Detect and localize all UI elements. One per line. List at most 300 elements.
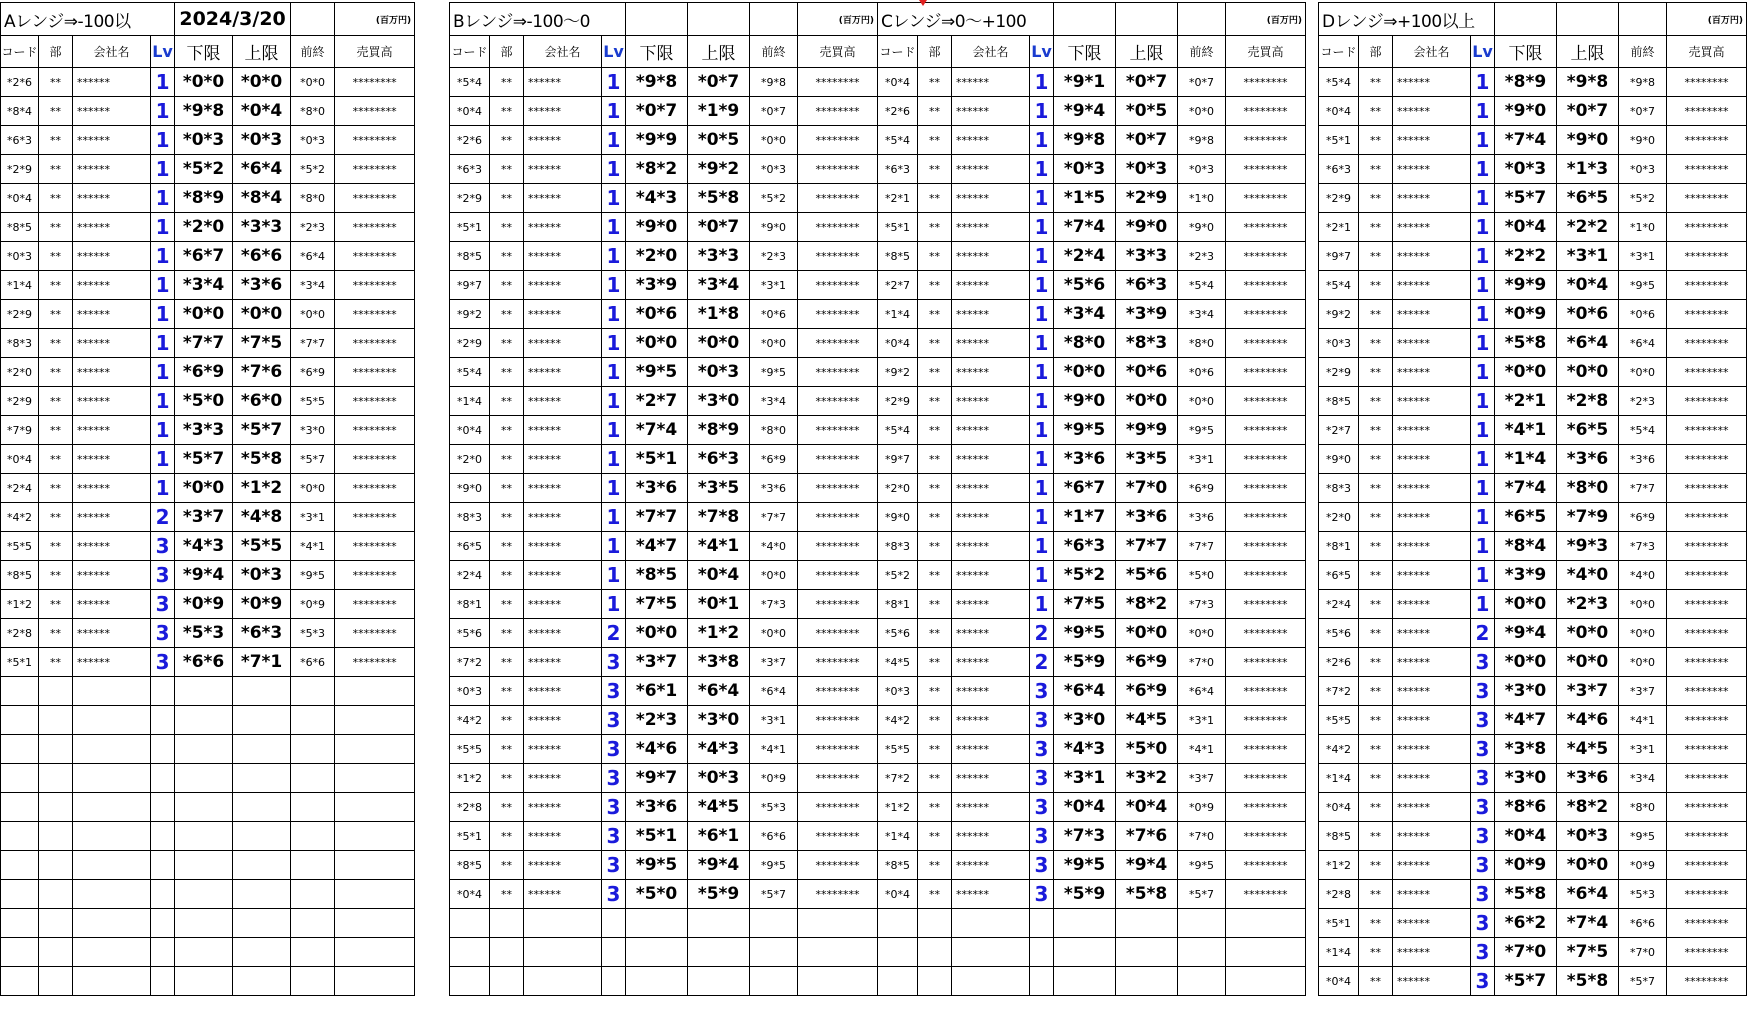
cell-code[interactable]: *4*5: [878, 648, 918, 677]
empty-cell[interactable]: [291, 967, 335, 996]
empty-cell[interactable]: [175, 822, 233, 851]
cell-high[interactable]: *0*6: [1116, 358, 1178, 387]
empty-cell[interactable]: [291, 764, 335, 793]
cell-name[interactable]: ******: [1393, 619, 1471, 648]
cell-prev[interactable]: *5*3: [291, 619, 335, 648]
cell-lv[interactable]: 1: [1030, 561, 1054, 590]
cell-low[interactable]: *9*4: [1495, 619, 1557, 648]
cell-low[interactable]: *8*2: [626, 155, 688, 184]
cell-code[interactable]: *6*3: [450, 155, 490, 184]
empty-cell[interactable]: [688, 909, 750, 938]
cell-bu[interactable]: **: [490, 387, 524, 416]
cell-high[interactable]: *0*3: [1116, 155, 1178, 184]
cell-code[interactable]: *9*2: [1319, 300, 1359, 329]
cell-code[interactable]: *0*4: [878, 880, 918, 909]
cell-low[interactable]: *3*3: [175, 416, 233, 445]
cell-prev[interactable]: *5*5: [291, 387, 335, 416]
cell-sales[interactable]: ********: [1226, 474, 1306, 503]
cell-low[interactable]: *9*0: [626, 213, 688, 242]
cell-bu[interactable]: **: [490, 590, 524, 619]
cell-prev[interactable]: *7*3: [750, 590, 798, 619]
empty-cell[interactable]: [1, 735, 39, 764]
cell-sales[interactable]: ********: [335, 619, 415, 648]
empty-cell[interactable]: [1178, 967, 1226, 996]
cell-high[interactable]: *5*8: [688, 184, 750, 213]
cell-name[interactable]: ******: [1393, 561, 1471, 590]
cell-name[interactable]: ******: [73, 358, 151, 387]
cell-code[interactable]: *2*1: [878, 184, 918, 213]
cell-low[interactable]: *1*7: [1054, 503, 1116, 532]
cell-high[interactable]: *7*9: [1557, 503, 1619, 532]
cell-low[interactable]: *3*4: [175, 271, 233, 300]
empty-cell[interactable]: [151, 938, 175, 967]
cell-prev[interactable]: *9*8: [1619, 68, 1667, 97]
cell-high[interactable]: *0*4: [1116, 793, 1178, 822]
cell-bu[interactable]: **: [39, 213, 73, 242]
cell-sales[interactable]: ********: [798, 880, 878, 909]
empty-cell[interactable]: [233, 967, 291, 996]
cell-bu[interactable]: **: [1359, 445, 1393, 474]
header-sales[interactable]: 売買高: [798, 36, 878, 68]
cell-bu[interactable]: **: [1359, 242, 1393, 271]
cell-bu[interactable]: **: [918, 68, 952, 97]
cell-low[interactable]: *5*7: [175, 445, 233, 474]
cell-bu[interactable]: **: [490, 213, 524, 242]
empty-cell[interactable]: [626, 938, 688, 967]
cell-prev[interactable]: *0*0: [750, 126, 798, 155]
cell-prev[interactable]: *6*9: [1178, 474, 1226, 503]
cell-bu[interactable]: **: [1359, 271, 1393, 300]
empty-cell[interactable]: [335, 851, 415, 880]
cell-code[interactable]: *1*4: [1319, 938, 1359, 967]
cell-code[interactable]: *4*2: [450, 706, 490, 735]
cell-code[interactable]: *0*4: [450, 97, 490, 126]
cell-bu[interactable]: **: [918, 677, 952, 706]
cell-lv[interactable]: 1: [602, 590, 626, 619]
cell-high[interactable]: *4*6: [1557, 706, 1619, 735]
cell-lv[interactable]: 3: [1030, 822, 1054, 851]
empty-cell[interactable]: [952, 938, 1030, 967]
cell-lv[interactable]: 1: [602, 474, 626, 503]
cell-low[interactable]: *3*0: [1495, 677, 1557, 706]
empty-cell[interactable]: [39, 909, 73, 938]
cell-high[interactable]: *3*6: [1557, 445, 1619, 474]
cell-bu[interactable]: **: [1359, 909, 1393, 938]
cell-name[interactable]: ******: [524, 126, 602, 155]
cell-low[interactable]: *9*8: [1054, 126, 1116, 155]
cell-name[interactable]: ******: [524, 619, 602, 648]
cell-low[interactable]: *0*4: [1495, 822, 1557, 851]
cell-code[interactable]: *5*4: [450, 358, 490, 387]
cell-code[interactable]: *9*7: [878, 445, 918, 474]
cell-high[interactable]: *9*8: [1557, 68, 1619, 97]
cell-high[interactable]: *0*3: [233, 561, 291, 590]
cell-lv[interactable]: 1: [1471, 126, 1495, 155]
cell-bu[interactable]: **: [490, 851, 524, 880]
cell-low[interactable]: *3*0: [1054, 706, 1116, 735]
cell-lv[interactable]: 3: [151, 619, 175, 648]
cell-name[interactable]: ******: [1393, 300, 1471, 329]
cell-sales[interactable]: ********: [1226, 706, 1306, 735]
cell-name[interactable]: ******: [524, 155, 602, 184]
cell-low[interactable]: *7*5: [1054, 590, 1116, 619]
cell-sales[interactable]: ********: [798, 155, 878, 184]
cell-prev[interactable]: *3*1: [1178, 445, 1226, 474]
cell-prev[interactable]: *9*5: [1619, 822, 1667, 851]
empty-cell[interactable]: [39, 735, 73, 764]
cell-bu[interactable]: **: [918, 387, 952, 416]
empty-cell[interactable]: [175, 880, 233, 909]
cell-sales[interactable]: ********: [798, 271, 878, 300]
empty-cell[interactable]: [233, 793, 291, 822]
empty-cell[interactable]: [151, 822, 175, 851]
cell-sales[interactable]: ********: [798, 184, 878, 213]
cell-lv[interactable]: 1: [1471, 155, 1495, 184]
cell-bu[interactable]: **: [490, 822, 524, 851]
cell-bu[interactable]: **: [490, 416, 524, 445]
cell-sales[interactable]: ********: [798, 445, 878, 474]
cell-lv[interactable]: 3: [1471, 648, 1495, 677]
cell-name[interactable]: ******: [952, 532, 1030, 561]
cell-name[interactable]: ******: [73, 416, 151, 445]
cell-code[interactable]: *1*4: [878, 822, 918, 851]
cell-code[interactable]: *5*2: [878, 561, 918, 590]
cell-high[interactable]: *5*5: [233, 532, 291, 561]
cell-sales[interactable]: ********: [1667, 126, 1747, 155]
cell-name[interactable]: ******: [1393, 97, 1471, 126]
cell-low[interactable]: *5*2: [1054, 561, 1116, 590]
cell-code[interactable]: *5*6: [1319, 619, 1359, 648]
empty-cell[interactable]: [1, 851, 39, 880]
cell-lv[interactable]: 1: [1471, 358, 1495, 387]
empty-cell[interactable]: [490, 938, 524, 967]
cell-prev[interactable]: *9*0: [1178, 213, 1226, 242]
cell-sales[interactable]: ********: [798, 619, 878, 648]
header-high[interactable]: 上限: [233, 36, 291, 68]
cell-high[interactable]: *0*0: [233, 68, 291, 97]
cell-prev[interactable]: *2*3: [1619, 387, 1667, 416]
empty-cell[interactable]: [175, 851, 233, 880]
cell-sales[interactable]: ********: [1667, 300, 1747, 329]
cell-low[interactable]: *4*3: [175, 532, 233, 561]
cell-bu[interactable]: **: [1359, 880, 1393, 909]
cell-bu[interactable]: **: [39, 271, 73, 300]
cell-prev[interactable]: *0*3: [291, 126, 335, 155]
cell-name[interactable]: ******: [73, 445, 151, 474]
cell-code[interactable]: *8*3: [1, 329, 39, 358]
empty-cell[interactable]: [1, 793, 39, 822]
cell-name[interactable]: ******: [73, 213, 151, 242]
cell-high[interactable]: *7*6: [233, 358, 291, 387]
cell-lv[interactable]: 1: [602, 300, 626, 329]
cell-sales[interactable]: ********: [335, 155, 415, 184]
empty-cell[interactable]: [1054, 967, 1116, 996]
cell-prev[interactable]: *3*1: [750, 706, 798, 735]
empty-cell[interactable]: [798, 909, 878, 938]
cell-bu[interactable]: **: [918, 880, 952, 909]
cell-sales[interactable]: ********: [1667, 706, 1747, 735]
cell-lv[interactable]: 1: [151, 416, 175, 445]
cell-sales[interactable]: ********: [798, 213, 878, 242]
cell-lv[interactable]: 1: [1471, 532, 1495, 561]
unit-label[interactable]: (百万円): [1226, 3, 1306, 36]
cell-sales[interactable]: ********: [1226, 735, 1306, 764]
cell-bu[interactable]: **: [918, 590, 952, 619]
cell-bu[interactable]: **: [918, 184, 952, 213]
cell-lv[interactable]: 1: [151, 126, 175, 155]
cell-high[interactable]: *0*7: [688, 68, 750, 97]
empty-cell[interactable]: [878, 938, 918, 967]
cell-bu[interactable]: **: [39, 590, 73, 619]
cell-lv[interactable]: 3: [602, 735, 626, 764]
cell-sales[interactable]: ********: [1226, 561, 1306, 590]
cell-prev[interactable]: *2*3: [750, 242, 798, 271]
unit-label[interactable]: (百万円): [798, 3, 878, 36]
cell-lv[interactable]: 1: [1030, 300, 1054, 329]
cell-low[interactable]: *6*9: [175, 358, 233, 387]
cell-sales[interactable]: ********: [1226, 242, 1306, 271]
empty-cell[interactable]: [490, 967, 524, 996]
cell-lv[interactable]: 1: [151, 445, 175, 474]
cell-lv[interactable]: 1: [1030, 416, 1054, 445]
cell-bu[interactable]: **: [918, 445, 952, 474]
cell-high[interactable]: *0*1: [688, 590, 750, 619]
cell-sales[interactable]: ********: [1667, 793, 1747, 822]
cell-prev[interactable]: *7*3: [1178, 590, 1226, 619]
cell-name[interactable]: ******: [73, 271, 151, 300]
cell-sales[interactable]: ********: [798, 851, 878, 880]
cell-low[interactable]: *0*0: [626, 329, 688, 358]
cell-lv[interactable]: 3: [1030, 880, 1054, 909]
cell-prev[interactable]: *6*6: [750, 822, 798, 851]
header-sales[interactable]: 売買高: [1667, 36, 1747, 68]
cell-code[interactable]: *2*4: [1, 474, 39, 503]
cell-sales[interactable]: ********: [335, 97, 415, 126]
cell-lv[interactable]: 1: [1030, 358, 1054, 387]
cell-code[interactable]: *5*4: [878, 416, 918, 445]
cell-sales[interactable]: ********: [1226, 387, 1306, 416]
header-prev[interactable]: 前終: [291, 36, 335, 68]
cell-high[interactable]: *9*4: [688, 851, 750, 880]
cell-prev[interactable]: *5*2: [1619, 184, 1667, 213]
cell-high[interactable]: *3*3: [688, 242, 750, 271]
cell-low[interactable]: *7*7: [175, 329, 233, 358]
cell-sales[interactable]: ********: [1667, 880, 1747, 909]
cell-low[interactable]: *7*5: [626, 590, 688, 619]
cell-lv[interactable]: 2: [602, 619, 626, 648]
empty-cell[interactable]: [233, 938, 291, 967]
empty-cell[interactable]: [73, 851, 151, 880]
cell-high[interactable]: *2*2: [1557, 213, 1619, 242]
cell-bu[interactable]: **: [490, 358, 524, 387]
cell-prev[interactable]: *0*9: [291, 590, 335, 619]
cell-lv[interactable]: 1: [602, 271, 626, 300]
cell-sales[interactable]: ********: [1667, 97, 1747, 126]
cell-name[interactable]: ******: [952, 271, 1030, 300]
cell-code[interactable]: *0*4: [878, 68, 918, 97]
cell-code[interactable]: *2*9: [1, 155, 39, 184]
cell-high[interactable]: *3*5: [688, 474, 750, 503]
cell-lv[interactable]: 1: [151, 271, 175, 300]
cell-low[interactable]: *0*6: [626, 300, 688, 329]
cell-low[interactable]: *7*3: [1054, 822, 1116, 851]
cell-prev[interactable]: *0*6: [1178, 358, 1226, 387]
cell-low[interactable]: *9*9: [1495, 271, 1557, 300]
unit-label[interactable]: (百万円): [1667, 3, 1747, 36]
cell-sales[interactable]: ********: [1226, 619, 1306, 648]
cell-lv[interactable]: 3: [602, 706, 626, 735]
cell-low[interactable]: *8*4: [1495, 532, 1557, 561]
cell-prev[interactable]: *0*3: [750, 155, 798, 184]
cell-code[interactable]: *1*4: [450, 387, 490, 416]
cell-prev[interactable]: *2*3: [1178, 242, 1226, 271]
cell-high[interactable]: *0*3: [1557, 822, 1619, 851]
cell-high[interactable]: *4*3: [688, 735, 750, 764]
cell-code[interactable]: *8*1: [1319, 532, 1359, 561]
cell-code[interactable]: *5*4: [450, 68, 490, 97]
empty-cell[interactable]: [335, 880, 415, 909]
header-sales[interactable]: 売買高: [1226, 36, 1306, 68]
cell-sales[interactable]: ********: [1667, 184, 1747, 213]
cell-bu[interactable]: **: [918, 155, 952, 184]
cell-high[interactable]: *7*0: [1116, 474, 1178, 503]
cell-code[interactable]: *2*6: [878, 97, 918, 126]
header-high[interactable]: 上限: [1557, 36, 1619, 68]
cell-low[interactable]: *1*4: [1495, 445, 1557, 474]
empty-cell[interactable]: [73, 764, 151, 793]
cell-prev[interactable]: *4*1: [1619, 706, 1667, 735]
cell-name[interactable]: ******: [952, 822, 1030, 851]
cell-sales[interactable]: ********: [335, 474, 415, 503]
cell-high[interactable]: *6*1: [688, 822, 750, 851]
cell-lv[interactable]: 1: [1030, 474, 1054, 503]
empty-cell[interactable]: [39, 880, 73, 909]
cell-name[interactable]: ******: [1393, 909, 1471, 938]
cell-name[interactable]: ******: [73, 619, 151, 648]
cell-code[interactable]: *5*4: [1319, 271, 1359, 300]
cell-high[interactable]: *0*5: [688, 126, 750, 155]
cell-sales[interactable]: ********: [1226, 358, 1306, 387]
cell-prev[interactable]: *3*6: [750, 474, 798, 503]
cell-high[interactable]: *6*5: [1557, 416, 1619, 445]
cell-lv[interactable]: 3: [1471, 880, 1495, 909]
cell-lv[interactable]: 3: [1471, 909, 1495, 938]
cell-lv[interactable]: 1: [1471, 300, 1495, 329]
cell-name[interactable]: ******: [952, 677, 1030, 706]
cell-lv[interactable]: 1: [602, 387, 626, 416]
cell-prev[interactable]: *3*6: [1178, 503, 1226, 532]
cell-lv[interactable]: 1: [1471, 503, 1495, 532]
cell-code[interactable]: *2*9: [878, 387, 918, 416]
cell-lv[interactable]: 3: [1471, 735, 1495, 764]
empty-cell[interactable]: [1, 967, 39, 996]
cell-lv[interactable]: 2: [1030, 648, 1054, 677]
cell-high[interactable]: *8*2: [1116, 590, 1178, 619]
cell-bu[interactable]: **: [1359, 967, 1393, 996]
cell-lv[interactable]: 1: [1471, 561, 1495, 590]
empty-cell[interactable]: [335, 938, 415, 967]
cell-lv[interactable]: 1: [1471, 590, 1495, 619]
cell-high[interactable]: *7*5: [233, 329, 291, 358]
cell-sales[interactable]: ********: [1226, 416, 1306, 445]
cell-high[interactable]: *6*9: [1116, 677, 1178, 706]
cell-prev[interactable]: *9*0: [750, 213, 798, 242]
cell-prev[interactable]: *6*9: [291, 358, 335, 387]
cell-bu[interactable]: **: [918, 329, 952, 358]
cell-lv[interactable]: 3: [1030, 735, 1054, 764]
cell-bu[interactable]: **: [39, 503, 73, 532]
cell-bu[interactable]: **: [918, 764, 952, 793]
cell-bu[interactable]: **: [490, 474, 524, 503]
cell-sales[interactable]: ********: [798, 503, 878, 532]
cell-low[interactable]: *2*2: [1495, 242, 1557, 271]
cell-lv[interactable]: 1: [151, 155, 175, 184]
cell-name[interactable]: ******: [524, 300, 602, 329]
empty-cell[interactable]: [73, 967, 151, 996]
cell-prev[interactable]: *9*5: [1178, 851, 1226, 880]
empty-cell[interactable]: [1226, 967, 1306, 996]
cell-lv[interactable]: 1: [1030, 68, 1054, 97]
cell-prev[interactable]: *8*0: [750, 416, 798, 445]
cell-high[interactable]: *0*3: [688, 764, 750, 793]
cell-lv[interactable]: 1: [1030, 155, 1054, 184]
cell-low[interactable]: *0*3: [1495, 155, 1557, 184]
empty-cell[interactable]: [750, 938, 798, 967]
cell-low[interactable]: *6*7: [1054, 474, 1116, 503]
cell-prev[interactable]: *0*0: [1178, 387, 1226, 416]
cell-high[interactable]: *4*0: [1557, 561, 1619, 590]
empty-cell[interactable]: [688, 3, 750, 36]
header-code[interactable]: コード: [450, 36, 490, 68]
cell-sales[interactable]: ********: [798, 358, 878, 387]
cell-high[interactable]: *9*4: [1116, 851, 1178, 880]
cell-prev[interactable]: *9*0: [1619, 126, 1667, 155]
cell-high[interactable]: *7*4: [1557, 909, 1619, 938]
cell-low[interactable]: *0*0: [626, 619, 688, 648]
empty-cell[interactable]: [1054, 3, 1116, 36]
cell-low[interactable]: *3*7: [626, 648, 688, 677]
cell-prev[interactable]: *6*9: [1619, 503, 1667, 532]
cell-low[interactable]: *7*0: [1495, 938, 1557, 967]
cell-low[interactable]: *5*2: [175, 155, 233, 184]
cell-low[interactable]: *5*7: [1495, 967, 1557, 996]
cell-sales[interactable]: ********: [1226, 851, 1306, 880]
header-prev[interactable]: 前終: [750, 36, 798, 68]
cell-low[interactable]: *6*3: [1054, 532, 1116, 561]
header-code[interactable]: コード: [878, 36, 918, 68]
cell-name[interactable]: ******: [952, 561, 1030, 590]
cell-sales[interactable]: ********: [335, 213, 415, 242]
cell-sales[interactable]: ********: [1226, 155, 1306, 184]
empty-cell[interactable]: [39, 764, 73, 793]
cell-bu[interactable]: **: [1359, 793, 1393, 822]
cell-sales[interactable]: ********: [798, 329, 878, 358]
cell-prev[interactable]: *7*0: [1178, 648, 1226, 677]
empty-cell[interactable]: [1116, 967, 1178, 996]
cell-low[interactable]: *4*7: [1495, 706, 1557, 735]
cell-low[interactable]: *4*6: [626, 735, 688, 764]
empty-cell[interactable]: [39, 938, 73, 967]
cell-prev[interactable]: *0*0: [291, 474, 335, 503]
cell-name[interactable]: ******: [1393, 677, 1471, 706]
cell-bu[interactable]: **: [1359, 416, 1393, 445]
cell-lv[interactable]: 1: [1030, 387, 1054, 416]
cell-high[interactable]: *9*0: [1116, 213, 1178, 242]
empty-cell[interactable]: [798, 938, 878, 967]
cell-sales[interactable]: ********: [1226, 648, 1306, 677]
cell-high[interactable]: *1*2: [233, 474, 291, 503]
empty-cell[interactable]: [1178, 938, 1226, 967]
